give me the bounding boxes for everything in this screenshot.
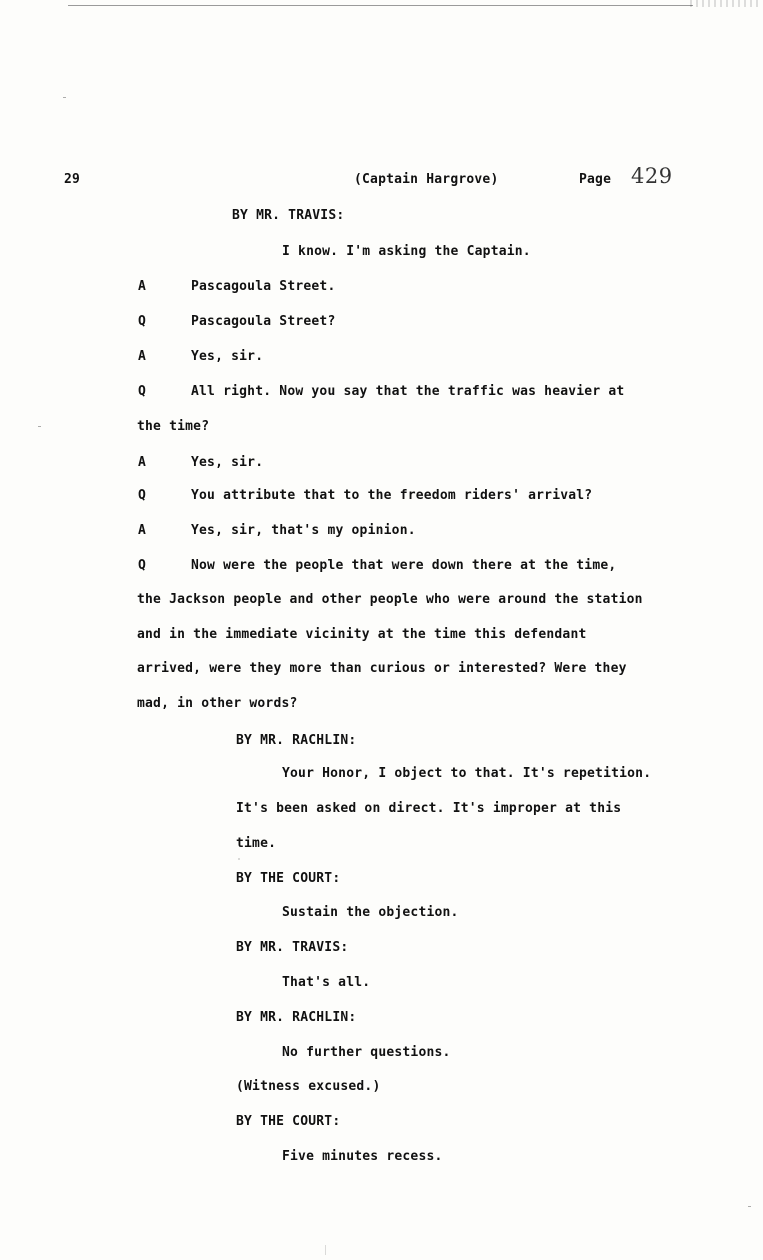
objection-continuation: time. — [236, 836, 277, 851]
speaker-by-mr-rachlin-2: BY MR. RACHLIN: — [236, 1010, 357, 1025]
scan-artifact — [748, 1206, 751, 1207]
page-label: Page — [579, 172, 612, 187]
scan-artifact — [325, 1245, 326, 1255]
question-marker: Q — [138, 384, 147, 399]
answer-text: Yes, sir, that's my opinion. — [191, 523, 416, 538]
answer-text: Yes, sir. — [191, 455, 264, 470]
recess-announcement: Five minutes recess. — [282, 1149, 443, 1164]
closing-remark: No further questions. — [282, 1045, 451, 1060]
answer-marker: A — [138, 279, 147, 294]
continuation-text: and in the immediate vicinity at the time this defendant — [137, 627, 587, 642]
answer-marker: A — [138, 455, 147, 470]
answer-marker: A — [138, 349, 147, 364]
answer-text: Yes, sir. — [191, 349, 264, 364]
scan-speckle — [690, 0, 760, 7]
speaker-by-the-court-2: BY THE COURT: — [236, 1114, 341, 1129]
question-text: Pascagoula Street? — [191, 314, 336, 329]
line-number: 29 — [64, 172, 81, 187]
witness-excused-note: (Witness excused.) — [236, 1079, 381, 1094]
speaker-by-mr-rachlin-1: BY MR. RACHLIN: — [236, 733, 357, 748]
continuation-text: mad, in other words? — [137, 696, 298, 711]
answer-marker: A — [138, 523, 147, 538]
question-marker: Q — [138, 558, 147, 573]
transcript-line: I know. I'm asking the Captain. — [282, 244, 531, 259]
scan-artifact — [38, 426, 41, 427]
speaker-by-the-court-1: BY THE COURT: — [236, 871, 341, 886]
scan-artifact — [238, 858, 240, 860]
objection-text: Your Honor, I object to that. It's repetition. — [282, 766, 652, 781]
question-text: You attribute that to the freedom riders' arrival? — [191, 488, 593, 503]
question-marker: Q — [138, 314, 147, 329]
continuation-text: the time? — [137, 419, 210, 434]
continuation-text: the Jackson people and other people who were around the station — [137, 592, 643, 607]
court-ruling: Sustain the objection. — [282, 905, 459, 920]
question-text: All right. Now you say that the traffic was heavier at — [191, 384, 625, 399]
page-header-center: (Captain Hargrove) — [354, 172, 499, 187]
question-text: Now were the people that were down there at the time, — [191, 558, 617, 573]
question-marker: Q — [138, 488, 147, 503]
closing-remark: That's all. — [282, 975, 371, 990]
page-number-handwritten: 429 — [631, 164, 673, 188]
speaker-by-mr-travis-2: BY MR. TRAVIS: — [236, 940, 349, 955]
continuation-text: arrived, were they more than curious or interested? Were they — [137, 661, 627, 676]
answer-text: Pascagoula Street. — [191, 279, 336, 294]
top-border-line — [68, 5, 693, 6]
scan-artifact — [63, 97, 66, 98]
objection-continuation: It's been asked on direct. It's improper at this — [236, 801, 622, 816]
speaker-by-mr-travis-1: BY MR. TRAVIS: — [232, 208, 345, 223]
